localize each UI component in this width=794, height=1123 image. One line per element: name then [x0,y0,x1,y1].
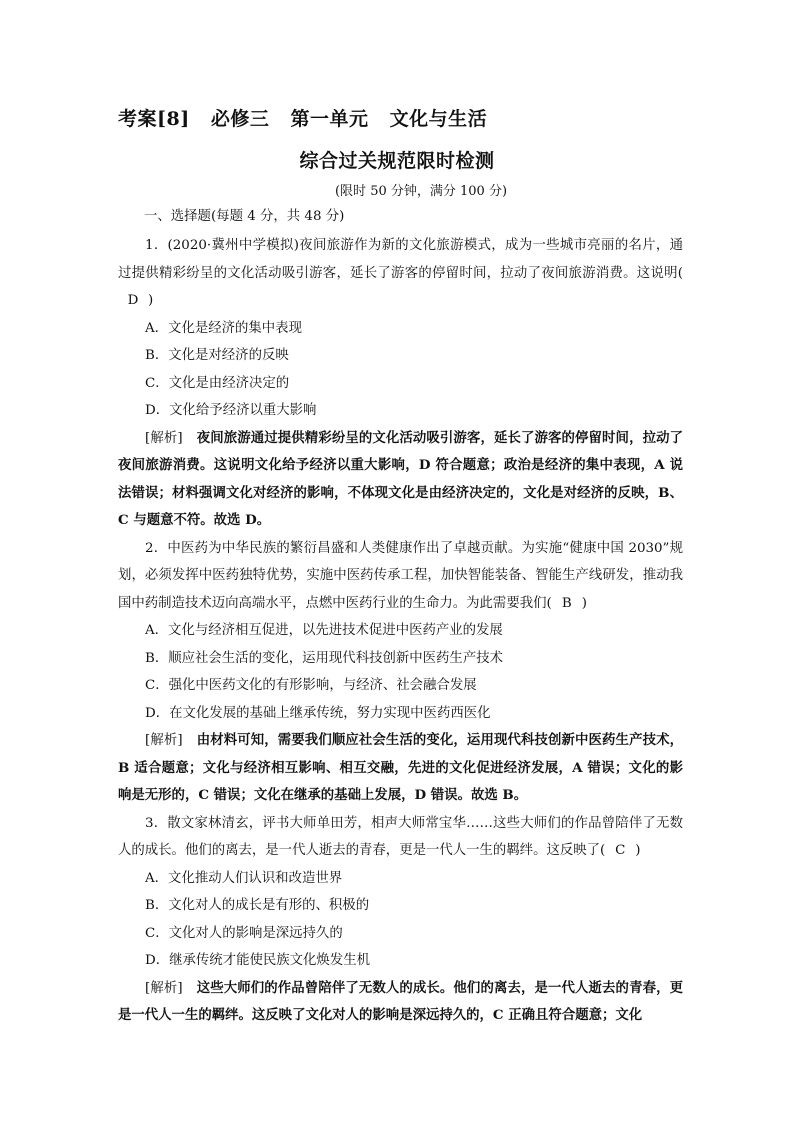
option-a: A．文化是经济的集中表现 [145,320,302,336]
analysis: [解析] 这些大师们的作品曾陪伴了无数人的成长。他们的离去，是一代人逝去的青春，更是一代人一生的羁绊。这反映了文化对人的影响是深远持久的，C 正确且符合题意；文化 [118,979,683,1023]
question-2 [118,535,683,810]
answer-letter: B [561,595,572,611]
answer-letter: D [127,293,139,308]
title-code: 考案[8] [118,108,190,130]
answer-letter: C [615,843,626,858]
option-d: D．在文化发展的基础上继承传统，努力实现中医药西医化 [145,705,491,721]
analysis: [解析] 由材料可知，需要我们顺应社会生活的变化，运用现代科技创新中医药生产技术，B 适合题意；文化与经济相互影响、相互交融，先进的文化促进经济发展，A 错误；文化的影响是无形的，C 错误；文化在继承的基础上发展，D 错误。故选 B。 [118,732,683,803]
question-stem: 1．(2020·冀州中学模拟)夜间旅游作为新的文化旅游模式，成为一些城市亮丽的名片，通过提供精彩纷呈的文化活动吸引游客，延长了游客的停留时间，拉动了夜间旅游消费。这说明(D ) [118,232,683,315]
option-c: C．文化是由经济决定的 [145,375,290,391]
title-book: 必修三 [210,108,270,130]
analysis: [解析] 夜间旅游通过提供精彩纷呈的文化活动吸引游客，延长了游客的停留时间，拉动了夜间旅游消费。这说明文化给予经济以重大影响，D 符合题意；政治是经济的集中表现，A 说法错误；材料强调文化对经济的影响，不体现文化是由经济决定的，文化是对经济的反映，B、C 与题意不符。故选 D。 [118,429,683,528]
option-a: A．文化与经济相互促进，以先进技术促进中医药产业的发展 [145,623,503,638]
option-c: C．强化中医药文化的有形影响，与经济、社会融合发展 [145,678,477,693]
question-stem: 3．散文家林清玄，评书大师单田芳，相声大师常宝华……这些大师们的作品曾陪伴了无数人的成长。他们的离去，是一代人逝去的青春，更是一代人一生的羁绊。这反映了( C ) [118,810,683,865]
title-unit: 第一单元 [290,108,369,130]
analysis-tag: [解析] [145,733,183,748]
option-d: D．文化给予经济以重大影响 [145,403,317,418]
option-d: D．继承传统才能使民族文化焕发生机 [145,953,370,968]
option-b: B．文化对人的成长是有形的、积极的 [145,898,370,913]
option-b: B．顺应社会生活的变化，运用现代科技创新中医药生产技术 [145,650,503,666]
section-heading: 一、选择题(每题 4 分，共 48 分) [144,209,345,224]
page-subtitle: 综合过关规范限时检测 [299,150,495,172]
option-c: C．文化对人的影响是深远持久的 [145,925,343,941]
analysis-tag: [解析] [145,980,183,996]
time-limit: (限时 50 分钟，满分 100 分) [334,184,508,199]
question-1 [118,232,683,535]
option-a: A．文化推动人们认识和改造世界 [145,870,343,886]
page-title [118,104,501,131]
title-topic: 文化与生活 [389,108,488,130]
analysis-tag: [解析] [145,430,183,446]
option-b: B．文化是对经济的反映 [145,348,289,363]
question-list [118,206,683,1030]
question-3 [118,810,683,1030]
question-stem: 2．中医药为中华民族的繁衍昌盛和人类健康作出了卓越贡献。为实施“健康中国 2030”规划，必须发挥中医药独特优势，实施中医药传承工程，加快智能装备、智能生产线研发，推动我国中药制造技术迈向高端水平，点燃中医药行业的生命力。为此需要我们( B ) [118,535,683,618]
